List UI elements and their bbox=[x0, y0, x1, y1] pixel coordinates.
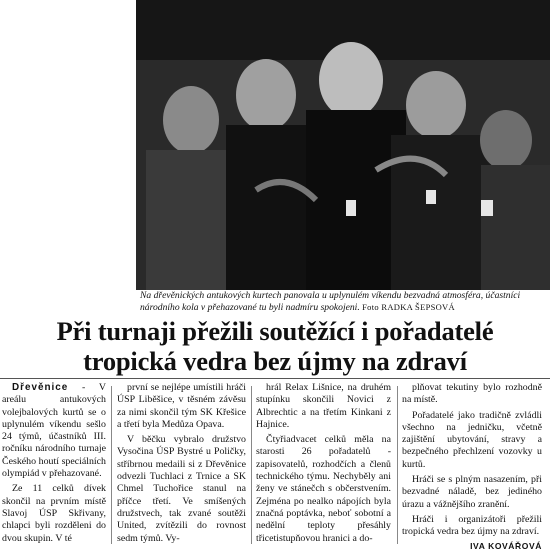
column-divider bbox=[111, 386, 112, 544]
article-photo bbox=[136, 0, 550, 290]
paragraph-text: - V areálu antukových volejbalových kurtů se o uplynulém víkendu sešlo 24 týmů, účastníků III. ročníku národního turnaje Českého houtí speciálních olympiád v přehazované. bbox=[2, 382, 106, 480]
paragraph: Čtyřiadvacet celků měla na starosti 26 pořadatelů - zapisovatelů, rozhodčích a členů technického týmu. Nechyběly ani ženy ve stánečch s občerstvením. Zejména po nealko nápojích byla značná poptávka, neboť sobotní a nedělní teploty přesáhly třicetistupňovou hranici a do- bbox=[256, 434, 391, 544]
photo-credit: Foto RADKA ŠEPSOVÁ bbox=[362, 301, 455, 312]
paragraph: Pořadatelé jako tradičně zvládli všechno na jedničku, včetně zajištění ubytování, stravy a bezpečného přechlzení vozovky u kurtů. bbox=[402, 409, 542, 470]
article-column-4 bbox=[402, 382, 542, 552]
article-column-2 bbox=[117, 382, 246, 545]
column-divider bbox=[251, 386, 252, 544]
photo-caption bbox=[140, 290, 545, 313]
column-divider bbox=[397, 386, 398, 544]
headline-line-2: tropická vedra bez újmy na zdraví bbox=[83, 346, 467, 376]
paragraph: hrál Relax Lišnice, na druhém stupínku skončili Novici z Albrechtic a na třetím Kinkani z Hajnice. bbox=[256, 382, 391, 430]
paragraph: Hráči i organizátoři přežili tropická vedra bez újmy na zdraví. bbox=[402, 513, 542, 538]
paragraph: Ze 11 celků dívek skončil na prvním místě Slavoj ÚSP Skřivany, chlapci byli rozděleni do dvou skupin. V té bbox=[2, 483, 106, 544]
headline-line-1: Při turnaji přežili soutěžící i pořadatelé bbox=[56, 316, 494, 346]
article-column-1 bbox=[2, 382, 106, 545]
photo-image bbox=[136, 0, 550, 290]
article-column-3 bbox=[256, 382, 391, 545]
paragraph bbox=[2, 382, 106, 480]
author-byline: IVA KOVÁŘOVÁ bbox=[470, 540, 542, 551]
headline-rule bbox=[0, 378, 550, 379]
headline bbox=[0, 316, 550, 376]
dateline: Dřevěnice bbox=[12, 382, 69, 393]
paragraph: plňovat tekutiny bylo rozhodně na místě. bbox=[402, 382, 542, 406]
paragraph: V běčku vybralo družstvo Vysočina ÚSP Bystré u Poličky, stříbrnou medaili si z Dřevěnice odvezli Tuchlaci z Trnice a SK Chmel Tuchořice stanul na příčce třetí. Ve smíšených družstvech, tak zvané soutěži United, zvítězili do rovnost sedm týmů. Vy- bbox=[117, 434, 246, 544]
caption-text: Na dřevěnických antukových kurtech panovala u uplynulém víkendu bezvadná atmosféra, účastníci národního kola v přehazované tu byli nadmíru spokojeni. bbox=[140, 290, 521, 313]
paragraph: první se nejlépe umístili hráči ÚSP Liběšice, v těsném závěsu za nimi skončil tým SK Křešice a třetí byla Medůza Opava. bbox=[117, 382, 246, 430]
paragraph: Hráči se s plným nasazením, při bezvadné náladě, bez jediného úrazu a vážnějšího zranění. bbox=[402, 474, 542, 510]
